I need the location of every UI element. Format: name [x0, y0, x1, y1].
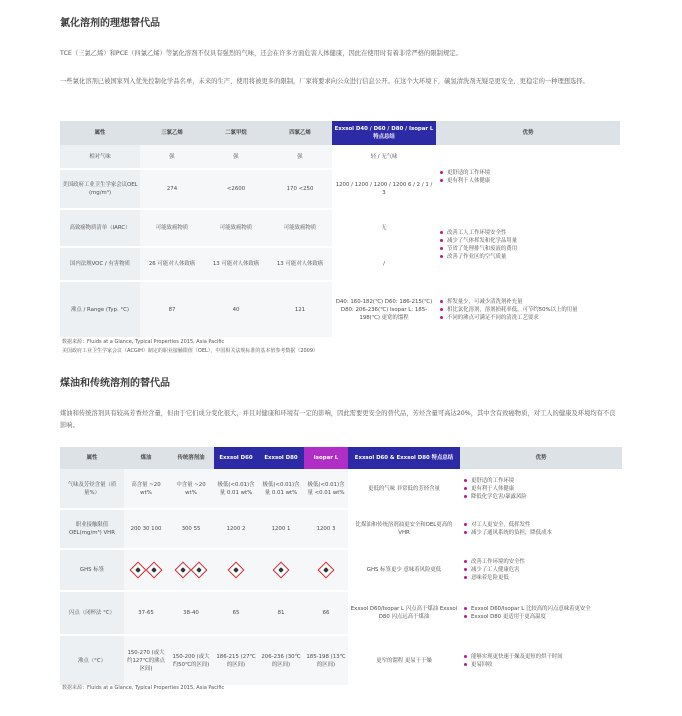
table2-header-summary: Exxsol D60 & Exxsol D80 特点总结 — [348, 447, 460, 469]
advantage-item: Exxsol D60/Isopar L 比较高的闪点意味着更安全 — [471, 605, 620, 613]
table2-summary-cell: Exxsol D60/Isopar L 闪点高于煤油 Exxsol D80 闪点远高于煤油 — [348, 591, 460, 635]
advantage-item: 节省了处理排气和废液的费用 — [447, 245, 618, 253]
advantage-item: 改善工作环境的安全性 — [471, 558, 620, 566]
table2-cell: 300 55 — [168, 509, 214, 549]
table1-cell: 87 — [140, 281, 204, 337]
table1-summary-cell: D40: 160-182(℃) D60: 186-215(℃) D80: 206-236(℃) Isopar L: 185-198(℃) 更宽的馏程 — [332, 281, 436, 337]
advantage-item: 减少了工人健康危害 — [471, 566, 620, 574]
table2-cell: 200 30 100 — [124, 509, 168, 549]
table2 — [60, 447, 622, 685]
advantage-item: 减少了通风系统的负担，降低成本 — [471, 529, 620, 537]
table1-cell: 170 <250 — [268, 169, 332, 209]
table2-ghs-cell — [258, 549, 304, 591]
ghs-pictogram-icon — [273, 562, 290, 579]
section1-title: 氯化溶剂的理想替代品 — [60, 18, 160, 29]
advantage-item: 挥发量少，可减少清洗剂补充量 — [447, 298, 618, 306]
table2-cell: 37-65 — [124, 591, 168, 635]
table1-cell: 强 — [268, 145, 332, 169]
table1-row-label: 沸点 / Range (Typ. °C) — [60, 281, 140, 337]
table1-row-label: 美国政府工业卫生学家会议OEL (mg/m³) — [60, 169, 140, 209]
table2-summary-cell: 比煤油和传统溶剂油更安全和OEL更高的VHR — [348, 509, 460, 549]
table1-row-label: 高致癌物质清单（IARC） — [60, 209, 140, 247]
table2-cell: 150-200 (或大约50℃的区间) — [168, 635, 214, 685]
table1-header-property: 属性 — [60, 121, 140, 145]
table2-header-property: 属性 — [60, 447, 124, 469]
ghs-pictogram-icon — [191, 562, 208, 579]
table1-cell: 13 可能对人体致癌 — [204, 247, 268, 281]
table2-cell: 极低(<0.01)含量 <0.01 wt% — [304, 469, 348, 509]
advantage-item: 能够实现更快速干燥及更短的烘干时间 — [471, 653, 620, 661]
advantage-item: Exxsol D80 更适用于更高温度 — [471, 613, 620, 621]
section1-paragraph-1: TCE（三氯乙烯）和PCE（四氯乙烯）等氯化溶剂不仅具有强烈的气味，还会在许多方面危害人体健康，因此在使用时有着非常严格的限制规定。 — [60, 50, 462, 57]
table2-header-kerosene: 煤油 — [124, 447, 168, 469]
table1-summary-cell: 轻 / 无气味 — [332, 145, 436, 169]
table1-header-pce: 四氯乙烯 — [268, 121, 332, 145]
table2-header-isopar-l: Isopar L — [304, 447, 348, 469]
table1-cell: 13 可能对人体致癌 — [268, 247, 332, 281]
table2-advantage-cell — [460, 469, 622, 509]
advantage-item: 减少了气体挥发和化学品用量 — [447, 237, 618, 245]
table1-cell: 274 — [140, 169, 204, 209]
table1 — [60, 121, 620, 337]
table1-footnote: 美国政府工业卫生学家会议（ACGIH）制定的职业接触限值（OEL），中国相关法规标准的基本值参考数据（2009） — [62, 348, 319, 354]
advantage-item: 更舒适的工作环境 — [471, 477, 620, 485]
table2-row — [60, 549, 622, 591]
table2-ghs-cell — [304, 549, 348, 591]
advantage-item: 更有利于人体健康 — [447, 177, 618, 185]
table1-cell: 强 — [204, 145, 268, 169]
table1-row — [60, 209, 620, 247]
advantage-item: 更有利于人体健康 — [471, 485, 620, 493]
table2-cell: 66 — [304, 591, 348, 635]
table2-cell: 65 — [214, 591, 258, 635]
table2-cell: 38-40 — [168, 591, 214, 635]
advantage-item: 更易回收 — [471, 661, 620, 669]
table2-row-label: 气味及芳烃含量（质量%） — [60, 469, 124, 509]
table2-cell: 1200 3 — [304, 509, 348, 549]
table1-row — [60, 145, 620, 169]
advantage-item: 对工人更安全，低挥发性 — [471, 521, 620, 529]
table1-cell: 可能致癌物质 — [140, 209, 204, 247]
table2-cell: 1200 2 — [214, 509, 258, 549]
table2-cell: 81 — [258, 591, 304, 635]
section1-paragraph-2: 一些氯化溶剂已被国家列入优先控制化学品名单，未来的生产、使用将被更多的限制，厂家将要求向公众进行信息公开。在这个大环境下，碳氢清洗剂无疑是更安全、更稳定的一种理想选择。 — [60, 78, 589, 85]
table2-cell: 206-236 (30℃的区间) — [258, 635, 304, 685]
advantage-item: 意味着危险更低 — [471, 574, 620, 582]
table1-cell: 强 — [140, 145, 204, 169]
section2-title: 煤油和传统溶剂的替代品 — [60, 378, 170, 389]
table1-row-label: 相对气味 — [60, 145, 140, 169]
table1-advantage-cell — [436, 281, 620, 337]
table1-cell: 121 — [268, 281, 332, 337]
advantage-item: 改善工人工作环境安全性 — [447, 229, 618, 237]
table2-header-traditional: 传统溶剂油 — [168, 447, 214, 469]
table2-cell: 高含量 ~20 wt% — [124, 469, 168, 509]
table2-cell: 极低(<0.01)含量 0.01 wt% — [214, 469, 258, 509]
table1-cell: 可能致癌物质 — [204, 209, 268, 247]
table2-row — [60, 469, 622, 509]
table2-row-label: GHS 标签 — [60, 549, 124, 591]
advantage-item: 不同的沸点可满足不同的清洗工艺要求 — [447, 314, 618, 322]
table2-row-label: 职业接触限值 OEL(mg/m³) VHR — [60, 509, 124, 549]
table1-summary-cell: 1200 / 1200 / 1200 / 1200 6 / 2 / 1 / 3 — [332, 169, 436, 209]
table2-ghs-cell — [214, 549, 258, 591]
table1-cell: <2600 — [204, 169, 268, 209]
ghs-pictogram-icon — [228, 562, 245, 579]
table2-advantage-cell — [460, 635, 622, 685]
table2-cell: 150-270 (或大约127℃的沸点区间) — [124, 635, 168, 685]
ghs-pictogram-icon — [146, 562, 163, 579]
table2-row-label: 沸点（°C） — [60, 635, 124, 685]
table2-row — [60, 635, 622, 685]
table2-summary-cell: 更窄的馏程 更易于干燥 — [348, 635, 460, 685]
table2-advantage-cell — [460, 549, 622, 591]
ghs-pictogram-icon — [130, 562, 147, 579]
table1-source: 数据来源：Fluids at a Glance, Typical Properties 2015, Asia Pacific — [62, 339, 225, 345]
table2-cell: 中含量 ~20 wt% — [168, 469, 214, 509]
advantage-item: 相比氯化溶剂，溶剂损耗率低，可节约50%以上的用量 — [447, 306, 618, 314]
table1-cell: 可能致癌物质 — [268, 209, 332, 247]
table2-row-label: 闪点（闭杯法 °C） — [60, 591, 124, 635]
table2-ghs-cell — [168, 549, 214, 591]
table1-summary-cell: 无 — [332, 209, 436, 247]
table2-summary-cell: GHS 标签更少 意味着风险更低 — [348, 549, 460, 591]
table1-row-label: 国内法规VOC / 有害物质 — [60, 247, 140, 281]
section2-paragraph: 煤油和传统溶剂具有较高芳香烃含量，但由于它们成分变化很大，并且对健康和环境有一定的影响，因此需要更安全的替代品，芳烃含量可高达20%，其中含有致癌物质，对工人的健康及环境均有不良影响。 — [60, 410, 616, 429]
table1-cell: 40 — [204, 281, 268, 337]
table2-cell: 1200 1 — [258, 509, 304, 549]
advantage-item: 改善了作业区的空气质量 — [447, 253, 618, 261]
table1-advantage-cell — [436, 145, 620, 209]
table1-header-advantage: 优势 — [436, 121, 620, 145]
table1-header-tce: 三氯乙烯 — [140, 121, 204, 145]
table2-header-d60: Exxsol D60 — [214, 447, 258, 469]
table2-cell: 186-215 (27℃的区间) — [214, 635, 258, 685]
table1-summary-cell: / — [332, 247, 436, 281]
ghs-pictogram-icon — [318, 562, 335, 579]
table1-header-exxsol-summary: Exxsol D40 / D60 / D80 / Isopar L 特点总结 — [332, 121, 436, 145]
advantage-item: 降低化学危害/暴露风险 — [471, 493, 620, 501]
table2-row — [60, 591, 622, 635]
table2-header-advantage: 优势 — [460, 447, 622, 469]
advantage-item: 更舒适的工作环境 — [447, 169, 618, 177]
table2-summary-cell: 更低的气味 非常低的芳烃含量 — [348, 469, 460, 509]
table2-advantage-cell — [460, 591, 622, 635]
table2-ghs-cell — [124, 549, 168, 591]
table2-header-d80: Exxsol D80 — [258, 447, 304, 469]
table2-advantage-cell — [460, 509, 622, 549]
ghs-pictogram-icon — [175, 562, 192, 579]
table2-source: 数据来源：Fluids at a Glance, Typical Properties 2015, Asia Pacific — [62, 685, 225, 691]
table1-header-dcm: 二氯甲烷 — [204, 121, 268, 145]
table1-row — [60, 281, 620, 337]
table2-cell: 极低(<0.01)含量 0.01 wt% — [258, 469, 304, 509]
table1-advantage-cell — [436, 209, 620, 281]
table2-cell: 185-198 (13℃的区间) — [304, 635, 348, 685]
table2-row — [60, 509, 622, 549]
table1-cell: 26 可能对人体致癌 — [140, 247, 204, 281]
